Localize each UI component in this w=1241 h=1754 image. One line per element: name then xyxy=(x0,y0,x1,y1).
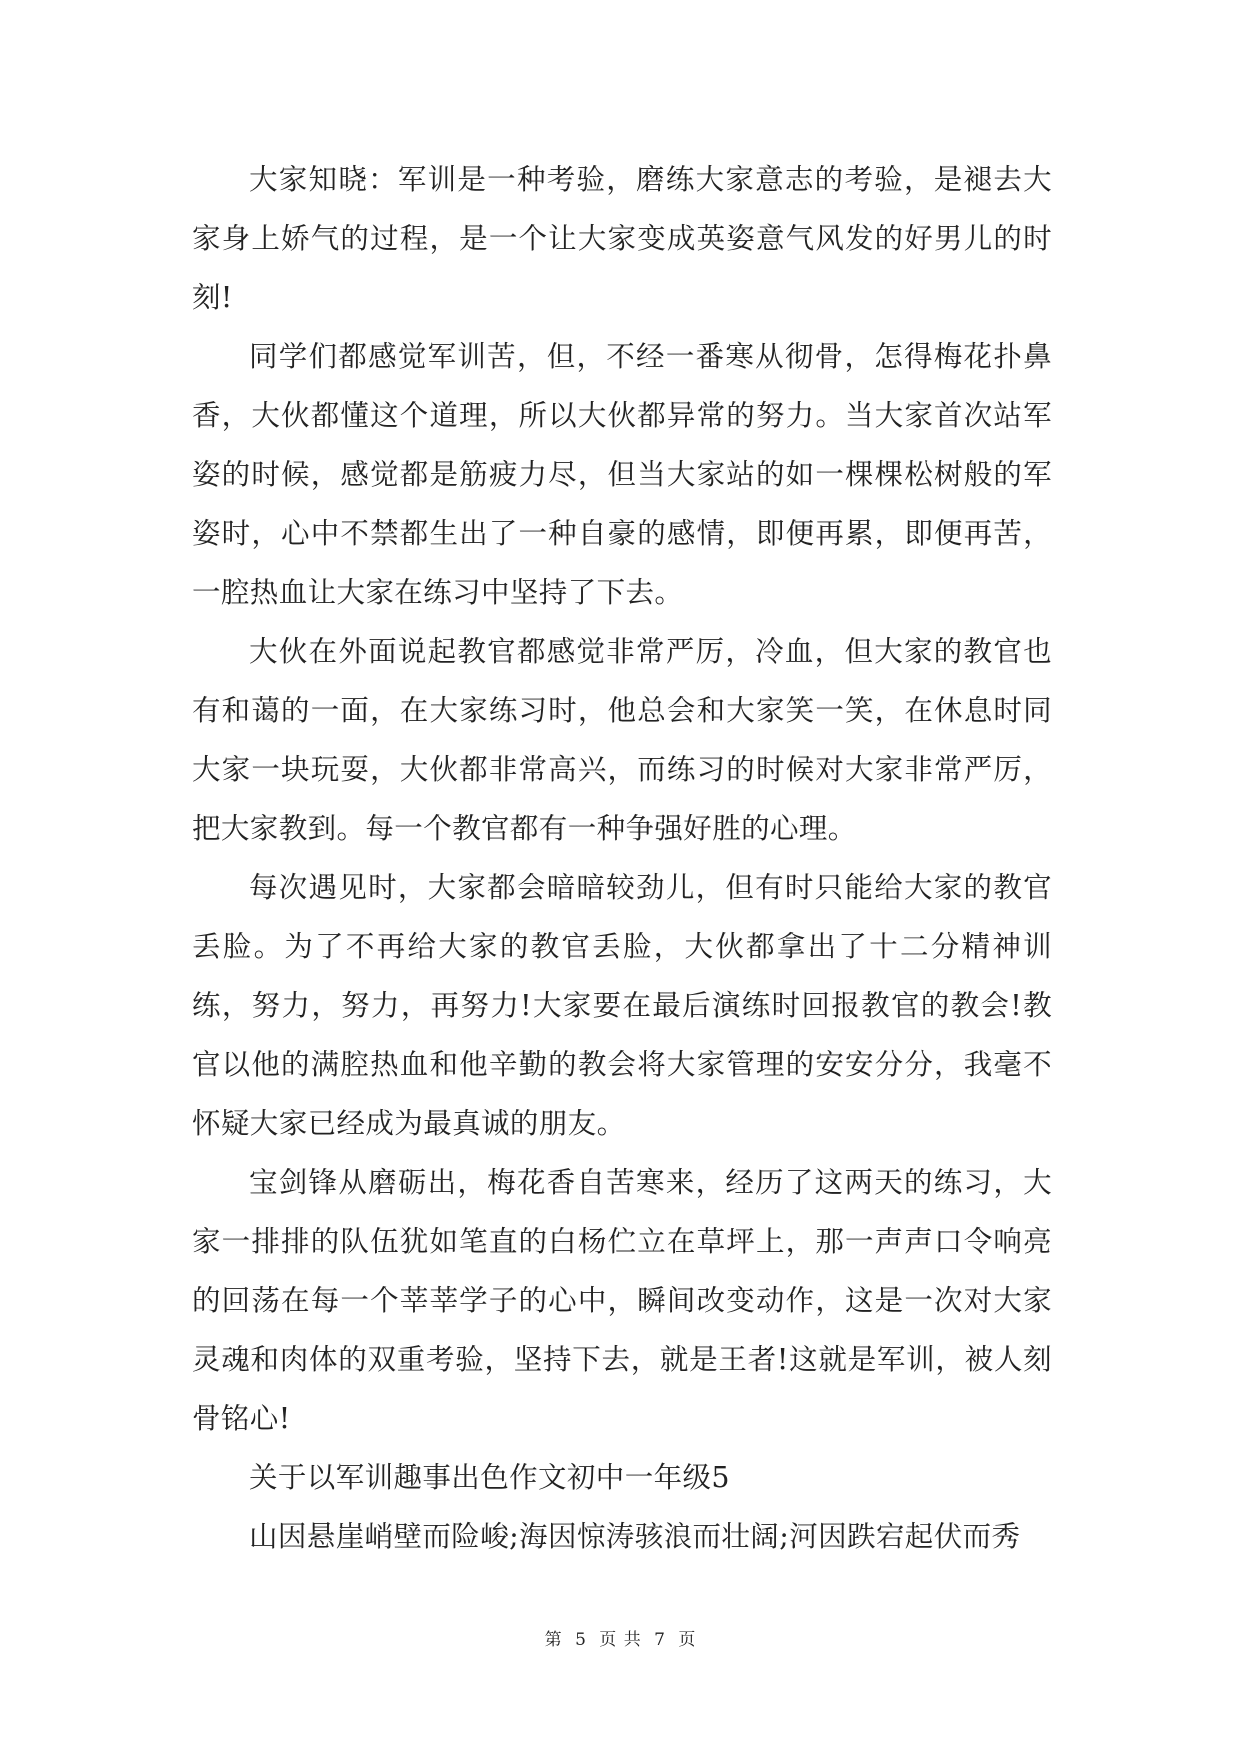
document-body xyxy=(192,150,1052,1566)
paragraph: 大家知晓：军训是一种考验，磨练大家意志的考验，是褪去大家身上娇气的过程，是一个让大家变成英姿意气风发的好男儿的时刻! xyxy=(192,163,1052,314)
footer-page-number: 5 xyxy=(575,1630,587,1650)
paragraph: 大伙在外面说起教官都感觉非常严厉，冷血，但大家的教官也有和蔼的一面，在大家练习时，他总会和大家笑一笑，在休息时同大家一块玩耍，大伙都非常高兴，而练习的时候对大家非常严厉，把大家教到。每一个教官都有一种争强好胜的心理。 xyxy=(192,635,1052,845)
footer-middle: 页 共 xyxy=(599,1630,642,1650)
footer-suffix: 页 xyxy=(678,1630,697,1650)
paragraph: 山因悬崖峭壁而险峻;海因惊涛骇浪而壮阔;河因跌宕起伏而秀 xyxy=(249,1520,1021,1553)
footer-total-pages: 7 xyxy=(654,1630,666,1650)
footer-prefix: 第 xyxy=(544,1630,563,1650)
paragraph: 宝剑锋从磨砺出，梅花香自苦寒来，经历了这两天的练习，大家一排排的队伍犹如笔直的白杨伫立在草坪上，那一声声口令响亮的回荡在每一个莘莘学子的心中，瞬间改变动作，这是一次对大家灵魂和肉体的双重考验，坚持下去，就是王者!这就是军训，被人刻骨铭心! xyxy=(192,1166,1052,1435)
paragraph: 同学们都感觉军训苦，但，不经一番寒从彻骨，怎得梅花扑鼻香，大伙都懂这个道理，所以大伙都异常的努力。当大家首次站军姿的时候，感觉都是筋疲力尽，但当大家站的如一棵棵松树般的军姿时，心中不禁都生出了一种自豪的感情，即便再累，即便再苦，一腔热血让大家在练习中坚持了下去。 xyxy=(192,340,1052,609)
paragraph: 每次遇见时，大家都会暗暗较劲儿，但有时只能给大家的教官丢脸。为了不再给大家的教官丢脸，大伙都拿出了十二分精神训练，努力，努力，再努力!大家要在最后演练时回报教官的教会!教官以他的满腔热血和他辛勤的教会将大家管理的安安分分，我毫不怀疑大家已经成为最真诚的朋友。 xyxy=(192,871,1052,1140)
page-footer xyxy=(0,1625,1241,1650)
section-heading: 关于以军训趣事出色作文初中一年级5 xyxy=(249,1461,730,1494)
